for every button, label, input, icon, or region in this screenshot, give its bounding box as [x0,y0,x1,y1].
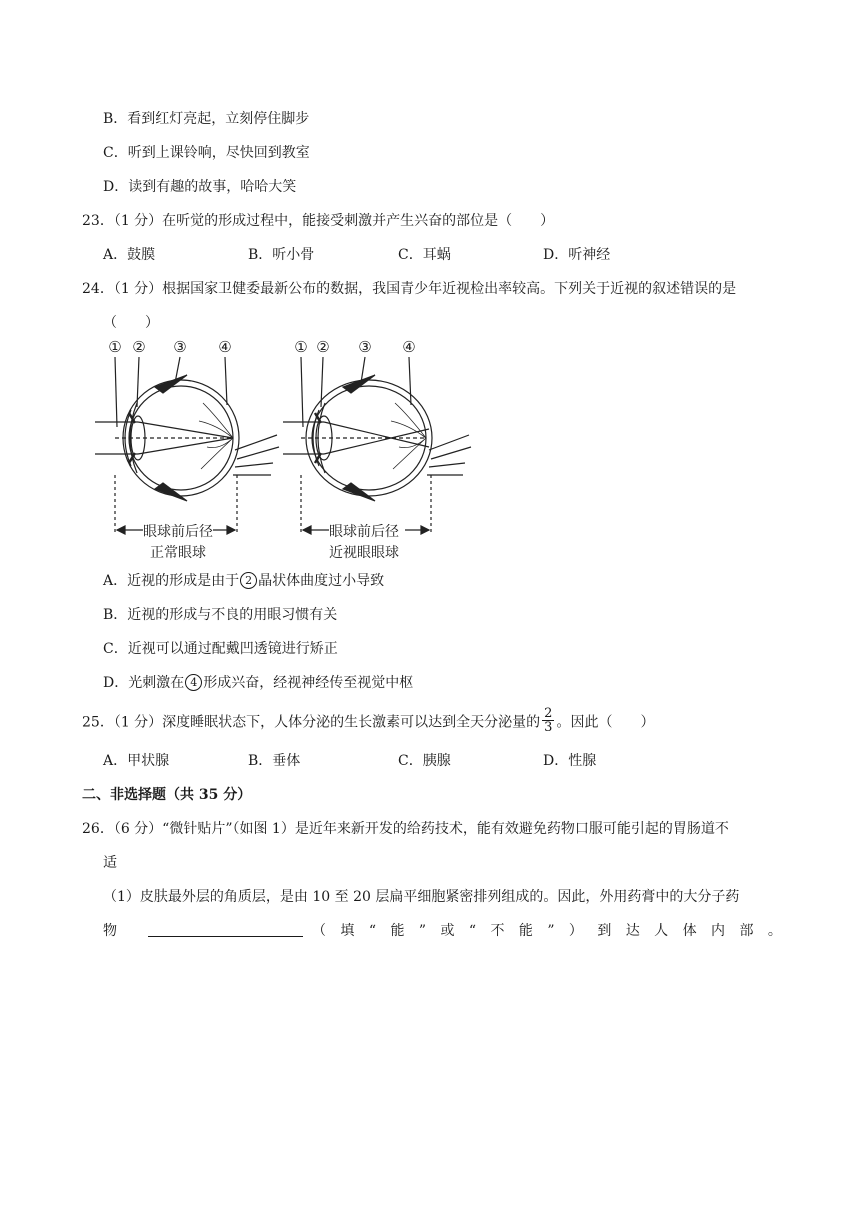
q24-option-d: D．光刺激在 4 形成兴奋，经视神经传至视觉中枢 [103,675,414,691]
myopic-eye-marker-1: ① [294,338,308,356]
normal-eye-marker-3: ③ [173,338,187,356]
q23-options [103,245,803,265]
q23-option-b: B．听小骨 [248,247,315,263]
q25-options [103,751,803,771]
normal-eye-marker-4: ④ [218,338,232,356]
q26-sub1-line2-tail: （ 填 “ 能 ” 或 “ 不 能 ” ） 到 达 人 体 内 部 。 [312,923,782,939]
normal-eye-axis-label: 眼球前后径 [143,524,213,540]
q25-option-d: D．性腺 [543,753,597,769]
q23-stem: 23．（1 分）在听觉的形成过程中，能接受刺激并产生兴奋的部位是（ ） [82,213,555,229]
q24-option-c: C．近视可以通过配戴凹透镜进行矫正 [103,641,338,657]
normal-eye [95,338,279,535]
answer-blank[interactable] [148,921,303,941]
section-2-title: 二、非选择题（共 35 分） [82,787,252,803]
q26-stem-line2: 适 [103,855,117,871]
q23-option-a: A．鼓膜 [103,247,156,263]
q24-option-a: A．近视的形成是由于 2 晶状体曲度过小导致 [103,573,385,589]
q25-option-b: B．垂体 [248,753,301,769]
myopic-eye [283,338,471,535]
fraction-two-thirds: $\frac{2}{3}$ [544,706,553,735]
normal-eye-marker-1: ① [108,338,122,356]
q26-sub1-line2-lead: 物 [103,923,117,939]
myopic-eye-marker-4: ④ [402,338,416,356]
normal-eye-marker-2: ② [132,338,146,356]
q24-option-b: B．近视的形成与不良的用眼习惯有关 [103,607,338,623]
q23-option-d: D．听神经 [543,247,611,263]
q24-stem-line2: （ ） [103,315,159,331]
q22-option-d: D．读到有趣的故事，哈哈大笑 [103,179,297,195]
myopic-eye-caption: 近视眼眼球 [329,545,399,561]
q25-option-c: C．胰腺 [398,753,451,769]
q25-option-a: A．甲状腺 [103,753,170,769]
q26-sub1-line1: （1）皮肤最外层的角质层，是由 10 至 20 层扁平细胞紧密排列组成的。因此，外用药膏中的大分子药 [103,889,740,905]
eye-diagram-svg [95,335,495,535]
circled-number-4: 4 [185,674,202,691]
myopic-eye-marker-2: ② [316,338,330,356]
q22-option-c: C．听到上课铃响，尽快回到教室 [103,145,310,161]
eye-diagram-figure [95,335,495,570]
q22-option-b: B．看到红灯亮起，立刻停住脚步 [103,111,310,127]
circled-number-2: 2 [240,572,257,589]
normal-eye-caption: 正常眼球 [150,545,206,561]
myopic-eye-marker-3: ③ [358,338,372,356]
q24-stem-line1: 24．（1 分）根据国家卫健委最新公布的数据，我国青少年近视检出率较高。下列关于近视的叙述错误的是 [82,281,737,297]
q23-option-c: C．耳蜗 [398,247,451,263]
myopic-eye-axis-label: 眼球前后径 [329,524,399,540]
q25-stem: 25．（1 分）深度睡眠状态下，人体分泌的生长激素可以达到全天分泌量的 $\frac{2}{3}$ 。因此（ ） [82,706,655,735]
q26-stem-line1: 26．（6 分）“微针贴片”（如图 1）是近年来新开发的给药技术，能有效避免药物口服可能引起的胃肠道不 [82,821,729,837]
